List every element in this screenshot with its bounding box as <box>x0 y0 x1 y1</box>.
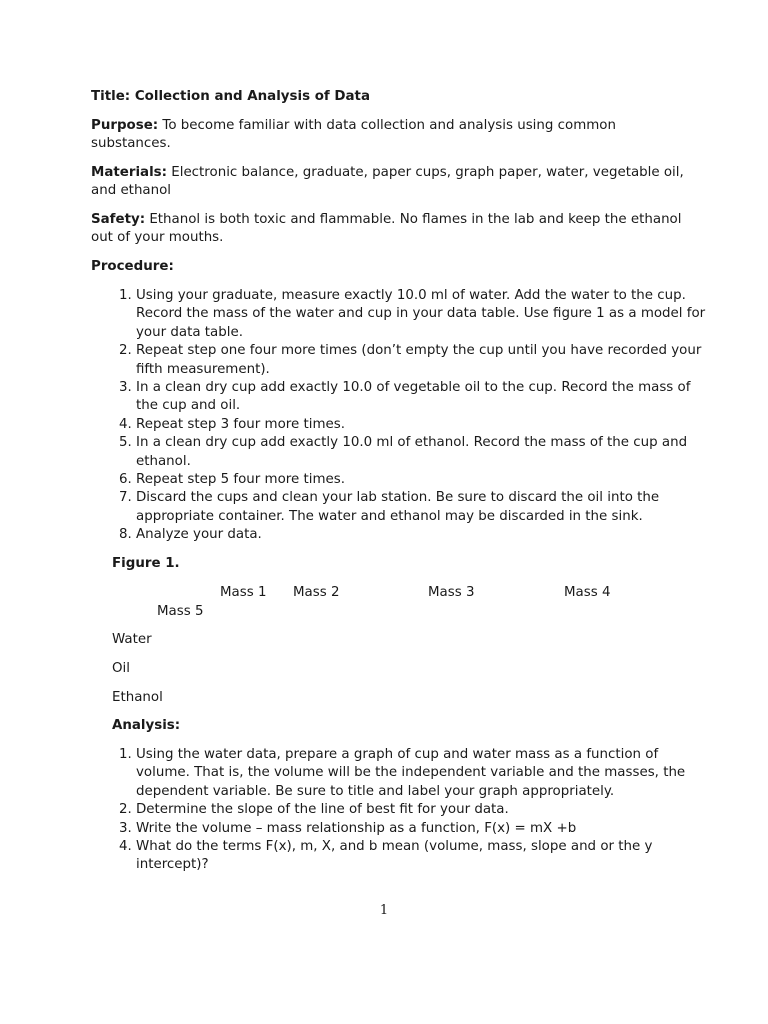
list-item: 5. In a clean dry cup add exactly 10.0 ml of ethanol. Record the mass of the cup and ethanol. <box>136 434 710 471</box>
row-label: Oil <box>112 661 130 676</box>
analysis-heading: Analysis: <box>112 718 181 733</box>
safety-paragraph <box>91 211 691 248</box>
document-title <box>91 88 691 106</box>
column-header: Mass 5 <box>157 604 204 619</box>
title-label: Title: <box>91 89 131 104</box>
list-item: 1. Using the water data, prepare a graph of cup and water mass as a function of volume. That is, the volume will be the independent variable and the masses, the dependent variable. Be sure to title and label your graph appropriately. <box>136 746 710 801</box>
list-item: 7. Discard the cups and clean your lab station. Be sure to discard the oil into the appropriate container. The water and ethanol may be discarded in the sink. <box>136 489 710 526</box>
column-header: Mass 2 <box>293 585 340 600</box>
list-item: 2. Repeat step one four more times (don’t empty the cup until you have recorded your fifth measurement). <box>136 342 710 379</box>
procedure-heading: Procedure: <box>91 259 174 274</box>
analysis-list <box>112 746 710 875</box>
title-text: Collection and Analysis of Data <box>134 89 370 104</box>
procedure-list <box>112 287 710 545</box>
list-item: 6. Repeat step 5 four more times. <box>136 471 710 489</box>
column-header: Mass 1 <box>220 585 267 600</box>
list-item: 3. In a clean dry cup add exactly 10.0 of vegetable oil to the cup. Record the mass of the cup and oil. <box>136 379 710 416</box>
materials-label: Materials: <box>91 165 167 180</box>
materials-text: Electronic balance, graduate, paper cups, graph paper, water, vegetable oil, and ethanol <box>91 165 684 199</box>
safety-text: Ethanol is both toxic and flammable. No flames in the lab and keep the ethanol out of your mouths. <box>91 212 682 246</box>
list-item: 8. Analyze your data. <box>136 526 710 544</box>
list-item: 4. What do the terms F(x), m, X, and b mean (volume, mass, slope and or the y intercept)? <box>136 838 710 875</box>
page-number: 1 <box>379 903 389 918</box>
list-item: 3. Write the volume – mass relationship as a function, F(x) = mX +b <box>136 820 710 838</box>
purpose-text: To become familiar with data collection and analysis using common substances. <box>91 118 616 152</box>
list-item: 4. Repeat step 3 four more times. <box>136 416 710 434</box>
list-item: 2. Determine the slope of the line of best fit for your data. <box>136 801 710 819</box>
column-header: Mass 3 <box>428 585 475 600</box>
purpose-label: Purpose: <box>91 118 159 133</box>
purpose-paragraph <box>91 117 691 154</box>
materials-paragraph <box>91 164 691 201</box>
safety-label: Safety: <box>91 212 146 227</box>
row-label: Ethanol <box>112 690 163 705</box>
row-label: Water <box>112 632 152 647</box>
figure-heading: Figure 1. <box>112 556 180 571</box>
list-item: 1. Using your graduate, measure exactly 10.0 ml of water. Add the water to the cup. Record the mass of the water and cup in your data table. Use figure 1 as a model for your data table. <box>136 287 710 342</box>
column-header: Mass 4 <box>564 585 611 600</box>
